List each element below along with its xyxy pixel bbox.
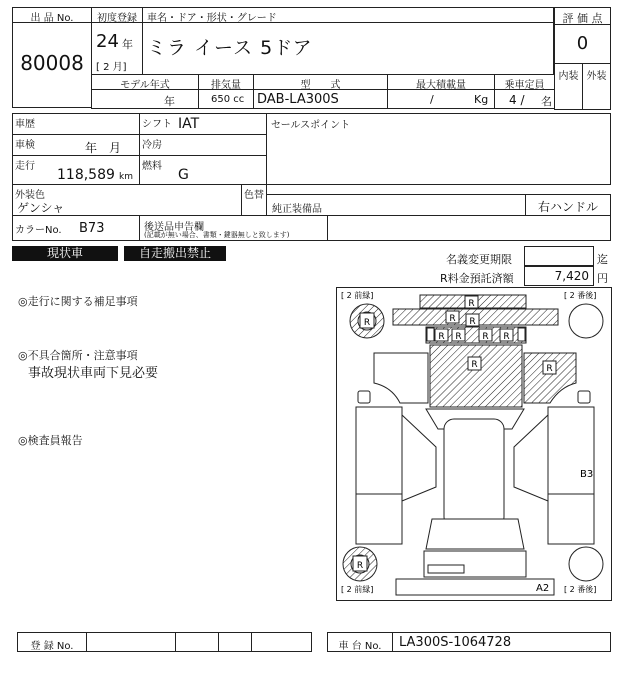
sales-point-label: セールスポイント <box>271 120 351 131</box>
exterior-cell <box>582 63 611 110</box>
max-load-label-cell <box>387 74 495 90</box>
first-reg-year-unit: 年 <box>122 38 133 51</box>
right-mirror <box>578 391 590 403</box>
score-value-cell <box>554 24 611 64</box>
tr-tire-label: [ 2 番後] <box>564 291 597 300</box>
color-no-label: カラーNo. <box>15 225 62 236</box>
chassis-value: LA300S-1064728 <box>399 635 512 650</box>
right-pillar <box>514 415 548 501</box>
max-load-unit: Kg <box>474 93 489 106</box>
interior-cell <box>554 63 583 110</box>
type-value: DAB-LA300S <box>257 92 339 107</box>
reg-no-cell-4 <box>251 632 312 652</box>
mileage-value: 118,589 <box>57 167 115 183</box>
type-label: 型 式 <box>300 80 341 91</box>
post-docs-area <box>327 215 611 241</box>
max-load-label: 最大積載量 <box>416 80 466 91</box>
damage-mark-r: R <box>455 332 462 342</box>
first-reg-cell <box>91 22 143 75</box>
ext-color-value: ゲンシャ <box>17 201 65 215</box>
max-load-value: / <box>430 93 434 106</box>
post-docs-note: (記載が無い場合、書類・鍵器無しと致します) <box>144 231 290 239</box>
model-year-value-cell <box>91 89 199 109</box>
inspection-label: 車検 <box>15 140 35 151</box>
chassis-label: 車 台 No. <box>338 641 382 652</box>
exterior-label: 外装 <box>586 71 607 82</box>
capacity-label-cell <box>494 74 555 90</box>
fuel-cell <box>139 155 267 185</box>
tire-front-left <box>350 304 384 338</box>
inspector-heading: ◎検査員報告 <box>18 434 83 447</box>
capacity-value-cell <box>494 89 555 109</box>
mileage-cell <box>12 155 140 185</box>
steering-value: 右ハンドル <box>537 200 598 214</box>
recycle-unit: 円 <box>597 272 608 285</box>
damage-mark-r: R <box>449 314 456 324</box>
post-docs-label: 後送品申告欄 <box>144 222 204 233</box>
tire-front-right <box>569 304 603 338</box>
lot-label-cell <box>12 7 92 23</box>
history-label: 車歴 <box>15 119 35 130</box>
ext-color-cell <box>12 184 242 216</box>
color-change-label: 色替 <box>244 190 264 201</box>
no-self-drive-badge: 自走搬出禁止 <box>124 246 226 261</box>
damage-mark-r: R <box>469 317 476 327</box>
model-year-unit: 年 <box>164 95 175 108</box>
left-pillar <box>402 415 436 501</box>
left-mirror <box>358 391 370 403</box>
inspection-cell <box>12 134 140 156</box>
damage-mark-a2: A2 <box>536 583 550 594</box>
ext-color-label: 外装色 <box>15 190 45 201</box>
damage-mark-r: R <box>438 332 445 342</box>
defects-text: 事故現状車両下見必要 <box>28 366 159 381</box>
genuine-equip-label: 純正装備品 <box>272 204 322 215</box>
left-front-door <box>356 407 402 495</box>
color-change-cell <box>241 184 267 216</box>
first-reg-month: [ 2 月] <box>96 62 127 73</box>
damage-mark-r: R <box>503 332 510 342</box>
damage-mark-r: R <box>546 364 553 374</box>
inspection-value: 年 月 <box>85 141 122 155</box>
recycle-label: R料金預託済額 <box>440 272 514 285</box>
damage-mark-r: R <box>363 318 371 328</box>
displacement-value-cell <box>198 89 254 109</box>
license-plate-area <box>428 565 464 573</box>
lot-value-cell <box>12 22 92 108</box>
capacity-unit: 名 <box>541 95 552 108</box>
color-no-cell <box>12 215 140 241</box>
shift-label: シフト <box>142 119 172 130</box>
left-rear-door <box>356 494 402 544</box>
genuine-equip-cell <box>266 194 526 216</box>
damage-mark-b3: B3 <box>580 469 594 480</box>
car-name-label-cell <box>142 7 554 23</box>
damage-mark-r: R <box>482 332 489 342</box>
displacement-value: 650 cc <box>211 94 245 105</box>
reg-no-cell-3 <box>218 632 252 652</box>
first-reg-label-cell <box>91 7 143 23</box>
displacement-label-cell <box>198 74 254 90</box>
hood <box>430 345 522 407</box>
defects-heading: ◎不具合箇所・注意事項 <box>18 349 138 362</box>
right-front-door <box>548 407 594 495</box>
current-status-badge: 現状車 <box>12 246 118 261</box>
rear-bumper <box>396 579 554 595</box>
post-docs-cell <box>139 215 328 241</box>
capacity-label: 乗車定員 <box>504 80 545 91</box>
bl-tire-label: [ 2 前縁] <box>341 585 374 594</box>
first-reg-label: 初度登録 <box>97 13 137 24</box>
roof <box>444 419 504 527</box>
fuel-label: 燃料 <box>142 161 162 172</box>
capacity-value: 4 / <box>509 93 525 107</box>
tire-rear-right <box>569 547 603 581</box>
shift-value: IAT <box>178 116 200 132</box>
sales-point-cell <box>266 113 611 185</box>
reg-no-label: 登 録 No. <box>30 641 74 652</box>
br-tire-label: [ 2 番後] <box>564 585 597 594</box>
max-load-value-cell <box>387 89 495 109</box>
rear-window <box>426 519 524 549</box>
color-no-value: B73 <box>79 221 105 236</box>
model-year-label-cell <box>91 74 199 90</box>
score-value: 0 <box>576 33 589 54</box>
damage-mark-r: R <box>468 299 475 309</box>
mileage-label: 走行 <box>15 161 35 172</box>
tire-rear-left <box>343 547 377 581</box>
chassis-label-cell <box>327 632 393 652</box>
reg-no-label-cell <box>17 632 87 652</box>
steering-cell <box>525 194 611 216</box>
name-change-label: 名義変更期限 <box>446 253 512 266</box>
car-name-cell <box>142 22 554 75</box>
lot-label: 出 品 No. <box>30 13 74 24</box>
name-change-unit: 迄 <box>597 253 608 266</box>
type-value-cell <box>253 89 388 109</box>
interior-label: 内装 <box>558 71 579 82</box>
reg-no-cell-1 <box>86 632 176 652</box>
aircon-label: 冷房 <box>142 140 162 151</box>
name-change-box <box>524 246 594 266</box>
recycle-box <box>524 266 594 286</box>
front-left-fender <box>374 353 428 403</box>
tl-tire-label: [ 2 前縁] <box>341 291 374 300</box>
recycle-value: 7,420 <box>554 269 589 283</box>
score-label-cell <box>554 7 611 25</box>
lot-number: 80008 <box>20 51 84 75</box>
mileage-unit: km <box>119 172 133 182</box>
displacement-label: 排気量 <box>211 80 241 91</box>
shift-cell <box>139 113 267 135</box>
damage-mark-r: R <box>356 561 364 571</box>
history-cell <box>12 113 140 135</box>
type-label-cell <box>253 74 388 90</box>
vehicle-damage-diagram <box>336 287 612 601</box>
first-reg-year: 24 <box>96 31 119 52</box>
driving-notes-heading: ◎走行に関する補足事項 <box>18 295 138 308</box>
right-rear-door <box>548 494 594 544</box>
car-name-value: ミラ イース 5ドア <box>147 37 313 59</box>
fuel-value: G <box>178 167 189 183</box>
aircon-cell <box>139 134 267 156</box>
reg-no-cell-2 <box>175 632 219 652</box>
model-year-label: モデル年式 <box>120 80 170 91</box>
score-label: 評 価 点 <box>562 12 603 25</box>
car-name-label: 車名・ドア・形状・グレード <box>147 13 277 24</box>
chassis-value-cell <box>392 632 611 652</box>
damage-mark-r: R <box>471 360 478 370</box>
